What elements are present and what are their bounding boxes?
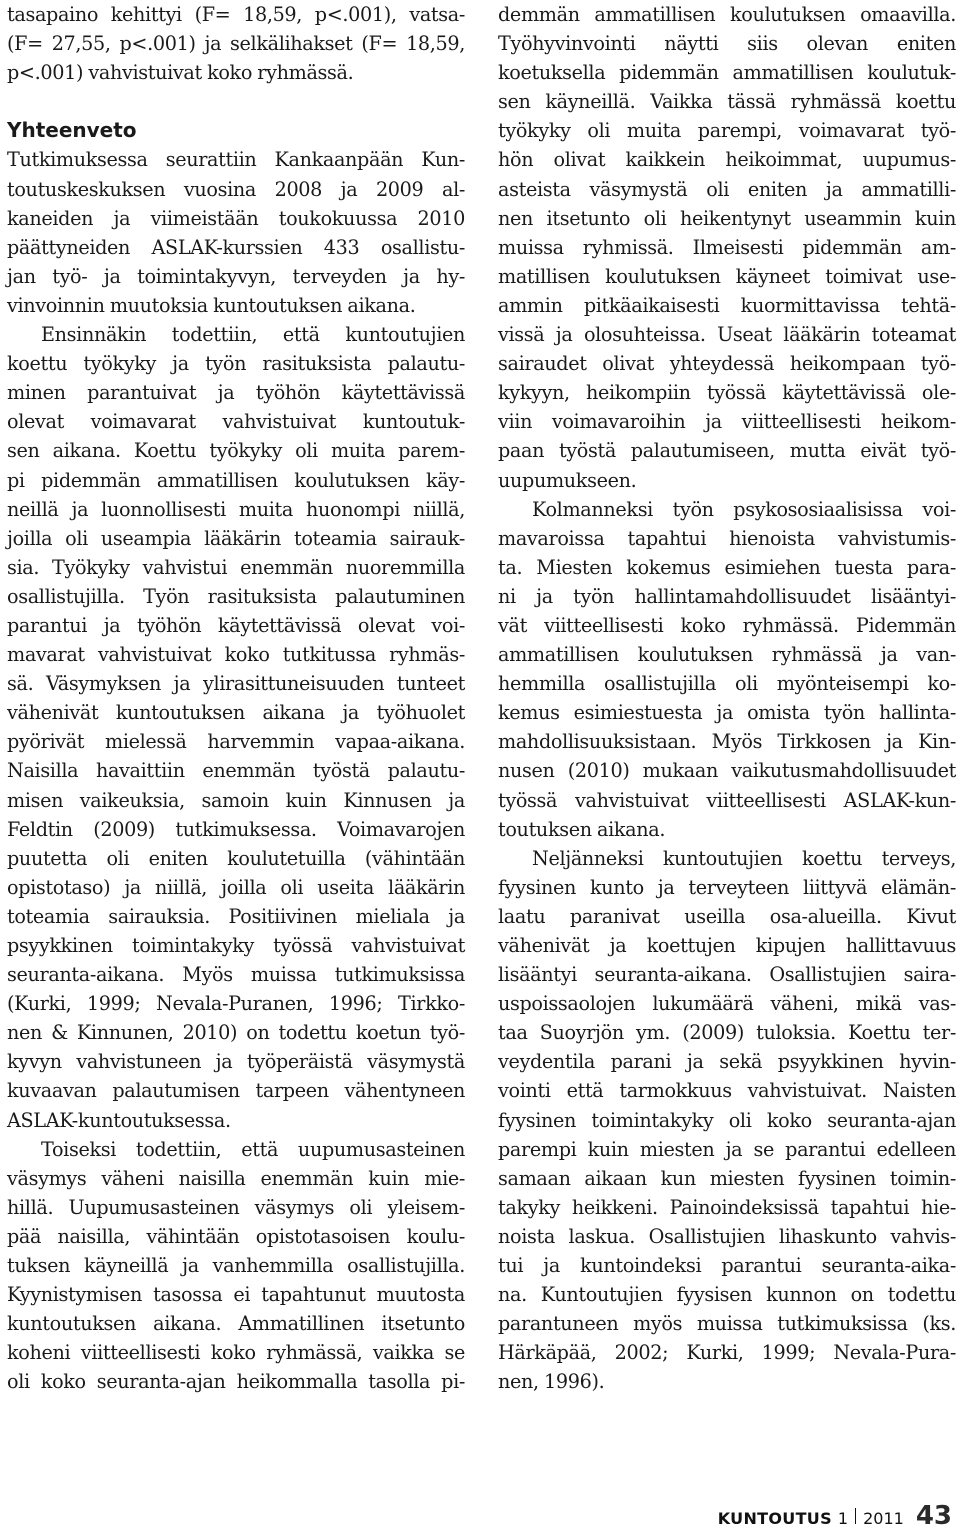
- text-line: vät viitteellisesti koko ryhmässä. Pidemmän: [498, 613, 956, 637]
- text-line: kuntoutuksen aikana. Ammatillinen itsetunto: [7, 1312, 465, 1336]
- text-line: uupumukseen.: [498, 468, 637, 492]
- text-line: nen, 1996).: [498, 1370, 605, 1394]
- text-line: Feldtin (2009) tutkimuksessa. Voimavarojen: [7, 817, 465, 841]
- text-line: koheni viitteellisesti koko ryhmässä, vaikka se: [7, 1341, 465, 1365]
- text-line: neillä ja luonnollisesti muita huonompi niillä,: [7, 497, 465, 521]
- text-line: pyörivät mielessä harvemmin vapaa-aikana.: [7, 730, 465, 754]
- text-line: hön olivat kaikkein heikoimmat, uupumus-: [498, 148, 956, 172]
- page-footer: [718, 1501, 952, 1531]
- text-line: laatu paranivat useilla osa-alueilla. Kivut: [498, 904, 956, 928]
- text-line: p<.001) vahvistuivat koko ryhmässä.: [7, 61, 354, 85]
- text-line: hemmilla osallistujilla oli myönteisempi ko-: [498, 672, 956, 696]
- text-line: koettu työkyky ja työn rasituksista palautu-: [7, 352, 465, 376]
- text-line: toutuksen aikana.: [498, 817, 666, 841]
- text-line: mavarat vahvistuivat koko tutkitussa ryhmäs-: [7, 643, 465, 667]
- text-line: sia. Työkyky vahvistui enemmän nuoremmilla: [7, 555, 465, 579]
- text-line: kuvaavan palautumisen tarpeen vähentyneen: [7, 1079, 465, 1103]
- text-line: kyvyn vahvistuneen ja työperäistä väsymystä: [7, 1050, 465, 1074]
- issue-number: 1: [837, 1509, 849, 1528]
- text-line: Kolmanneksi työn psykososiaalisissa voi-: [532, 497, 956, 521]
- text-line: parempi kuin miesten ja se parantui edelleen: [498, 1137, 956, 1161]
- text-line: toutuskeskuksen vuosina 2008 ja 2009 al-: [7, 177, 465, 201]
- text-line: opistotaso) ja niillä, joilla oli useita lääkärin: [7, 875, 465, 899]
- right-column: [498, 0, 956, 1397]
- text-line: ASLAK-kuntoutuksessa.: [7, 1108, 231, 1132]
- text-line: viin voimavaroihin ja viitteellisesti heikom-: [498, 410, 956, 434]
- text-line: vähenivät kuntoutuksen aikana ja työhuolet: [7, 701, 465, 725]
- text-line: asteista väsymystä oli eniten ja ammatilli-: [498, 177, 956, 201]
- text-line: misen vaikeuksia, samoin kuin Kinnusen ja: [7, 788, 465, 812]
- text-line: minen parantuivat ja työhön käytettävissä: [7, 381, 465, 405]
- text-line: paan työstä palautumiseen, mutta eivät työ-: [498, 439, 956, 463]
- text-line: (Kurki, 1999; Nevala-Puranen, 1996; Tirkko-: [7, 992, 465, 1016]
- text-line: toteamia sairauksia. Positiivinen mieliala ja: [7, 904, 465, 928]
- text-line: sen käyneillä. Vaikka tässä ryhmässä koettu: [498, 90, 956, 114]
- text-line: osallistujilla. Työn rasituksista palautuminen: [7, 584, 465, 608]
- text-line: mahdollisuuksistaan. Myös Tirkkosen ja Kin-: [498, 730, 956, 754]
- text-line: veydentila parani ja sekä psyykkinen hyvin-: [498, 1050, 956, 1074]
- journal-name: KUNTOUTUS: [717, 1509, 832, 1528]
- text-line: Kyynistymisen tasossa ei tapahtunut muutosta: [7, 1283, 465, 1307]
- text-line: noista laskua. Osallistujien lihaskunto vahvis-: [498, 1224, 956, 1248]
- text-line: demmän ammatillisen koulutuksen omaavilla.: [498, 3, 956, 26]
- text-line: sen aikana. Koettu työkyky oli muita parem-: [7, 439, 465, 463]
- text-line: fyysinen kunto ja terveyteen liittyvä elämän-: [498, 875, 956, 899]
- publication-year: 2011: [863, 1509, 904, 1528]
- section-heading: Yhteenveto: [7, 118, 137, 143]
- text-line: sairaudet olivat yhteydessä heikompaan työ-: [498, 352, 956, 376]
- text-line: pää naisilla, vähintään opistotasoisen koulu-: [7, 1224, 465, 1248]
- text-line: vissä ja olosuhteissa. Useat lääkärin toteamat: [498, 323, 956, 347]
- text-line: parantui ja työhön käytettävissä olevat voi-: [7, 613, 465, 637]
- text-line: tasapaino kehittyi (F= 18,59, p<.001), vatsa-: [7, 3, 465, 26]
- text-line: oli koko seuranta-ajan heikommalla tasolla pi-: [7, 1370, 465, 1394]
- text-line: jan työ- ja toimintakyvyn, terveyden ja hy-: [7, 264, 465, 288]
- text-line: olevat voimavarat vahvistuivat kuntoutuk-: [7, 410, 465, 434]
- text-line: taa Suoyrjön ym. (2009) tuloksia. Koettu ter-: [498, 1021, 956, 1045]
- text-line: Toiseksi todettiin, että uupumusasteinen: [41, 1137, 465, 1161]
- body-paragraph: [7, 145, 465, 320]
- page-number: 43: [915, 1501, 952, 1531]
- text-line: Neljänneksi kuntoutujien koettu terveys,: [532, 846, 956, 870]
- text-line: puutetta oli eniten koulutetuilla (vähintään: [7, 846, 465, 870]
- body-paragraph: [7, 1135, 465, 1397]
- text-line: kykyyn, heikompiin työssä käytettävissä ole-: [498, 381, 956, 405]
- body-paragraph: [498, 0, 956, 495]
- text-line: koetuksella pidemmän ammatillisen koulutuk-: [498, 61, 956, 85]
- text-line: pi pidemmän ammatillisen koulutuksen käy-: [7, 468, 465, 492]
- text-line: ni ja työn hallintamahdollisuudet lisääntyi-: [498, 584, 956, 608]
- text-line: takyky heikkeni. Painoindeksissä tapahtui hie-: [498, 1195, 956, 1219]
- text-line: Naisilla havaittiin enemmän työstä palautu-: [7, 759, 465, 783]
- text-line: vointi että tarmokkuus vahvistuivat. Naisten: [498, 1079, 956, 1103]
- text-line: muissa ryhmissä. Ilmeisesti pidemmän am-: [498, 235, 956, 259]
- text-line: nusen (2010) mukaan vaikutusmahdollisuudet: [498, 759, 956, 783]
- text-line: mavaroissa tapahtui hienoista vahvistumis-: [498, 526, 956, 550]
- text-line: ammin pitkäaikaisesti kuormittavissa tehtä-: [498, 293, 956, 317]
- section-spacer: [7, 87, 465, 116]
- text-line: lisääntyi seuranta-aikana. Osallistujien saira-: [498, 963, 956, 987]
- text-line: vähenivät ja koettujen kipujen hallittavuus: [498, 934, 956, 957]
- text-line: fyysinen toimintakyky oli koko seuranta-ajan: [498, 1108, 956, 1132]
- text-line: päättyneiden ASLAK-kurssien 433 osallistu-: [7, 235, 465, 259]
- text-line: väsymys väheni naisilla enemmän kuin mie-: [7, 1166, 465, 1190]
- text-line: sä. Väsymyksen ja ylirasittuneisuuden tunteet: [7, 672, 465, 696]
- text-line: (F= 27,55, p<.001) ja selkälihakset (F= 18,59,: [7, 32, 465, 56]
- body-paragraph: [498, 495, 956, 844]
- text-line: ta. Miesten kokemus esimiehen tuesta para-: [498, 555, 956, 579]
- text-line: nen & Kinnunen, 2010) on todettu koetun työ-: [7, 1021, 465, 1045]
- body-paragraph: [7, 320, 465, 1135]
- text-line: tui ja kuntoindeksi parantui seuranta-aika-: [498, 1254, 956, 1278]
- text-line: hillä. Uupumusasteinen väsymys oli yleisem-: [7, 1195, 465, 1219]
- text-line: samaan aikaan kun miesten fyysinen toimin-: [498, 1166, 956, 1190]
- body-paragraph: [498, 844, 956, 1397]
- text-line: uspoissaolojen lukumäärä väheni, mikä vas-: [498, 992, 956, 1016]
- text-line: työkyky oli muita parempi, voimavarat työ-: [498, 119, 956, 143]
- text-line: na. Kuntoutujien fyysisen kunnon on todettu: [498, 1283, 956, 1307]
- text-line: Ensinnäkin todettiin, että kuntoutujien: [41, 323, 465, 347]
- text-line: kemus esimiestuesta ja omista työn hallinta-: [498, 701, 956, 725]
- text-line: psyykkinen toimintakyky työssä vahvistuivat: [7, 934, 465, 957]
- text-line: tuksen käyneillä ja vanhemmilla osallistujilla.: [7, 1254, 465, 1278]
- text-line: kaneiden ja viimeistään toukokuussa 2010: [7, 206, 465, 230]
- text-line: seuranta-aikana. Myös muissa tutkimuksissa: [7, 963, 465, 987]
- text-line: parantuneen myös muissa tutkimuksissa (ks.: [498, 1312, 956, 1336]
- text-line: vinvoinnin muutoksia kuntoutuksen aikana.: [7, 293, 416, 317]
- text-line: nen itsetunto oli heikentynyt useammin kuin: [498, 206, 956, 230]
- text-line: työssä vahvistuivat viitteellisesti ASLAK-kun-: [498, 788, 956, 812]
- intro-paragraph: [7, 0, 465, 87]
- left-column: [7, 0, 465, 1397]
- text-line: matillisen koulutuksen käyneet toimivat use-: [498, 264, 956, 288]
- text-line: ammatillisen koulutuksen ryhmässä ja van-: [498, 643, 956, 667]
- footer-divider: [855, 1508, 856, 1524]
- text-line: Härkäpää, 2002; Kurki, 1999; Nevala-Pura-: [498, 1341, 956, 1365]
- text-line: Työhyvinvointi näytti siis olevan eniten: [498, 32, 956, 56]
- text-line: Tutkimuksessa seurattiin Kankaanpään Kun-: [7, 148, 465, 172]
- text-line: joilla oli useampia lääkärin toteamia sairauk-: [7, 526, 465, 550]
